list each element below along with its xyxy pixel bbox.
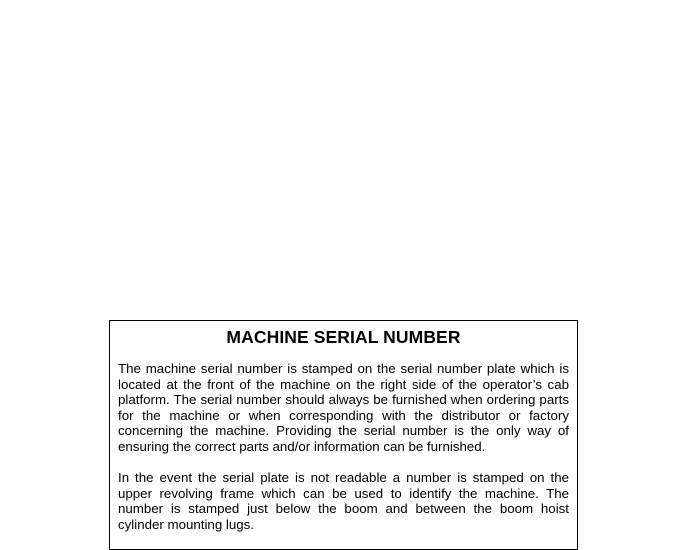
section-title: MACHINE SERIAL NUMBER (226, 327, 461, 347)
serial-number-notice-box (109, 320, 578, 550)
stamped-number-paragraph: In the event the serial plate is not readable a number is stamped on the upper revolving frame which can be used to identify the machine. The number is stamped just below the boom and between the boom hoist cylinder mounting lugs. (118, 470, 569, 532)
serial-plate-location-paragraph: The machine serial number is stamped on the serial number plate which is located at the front of the machine on the right side of the operator’s cab platform. The serial number should always be furnished when ordering parts for the machine or when corresponding with the distributor or factory concerning the machine. Providing the serial number is the only way of ensuring the correct parts and/or information can be furnished. (118, 361, 569, 454)
